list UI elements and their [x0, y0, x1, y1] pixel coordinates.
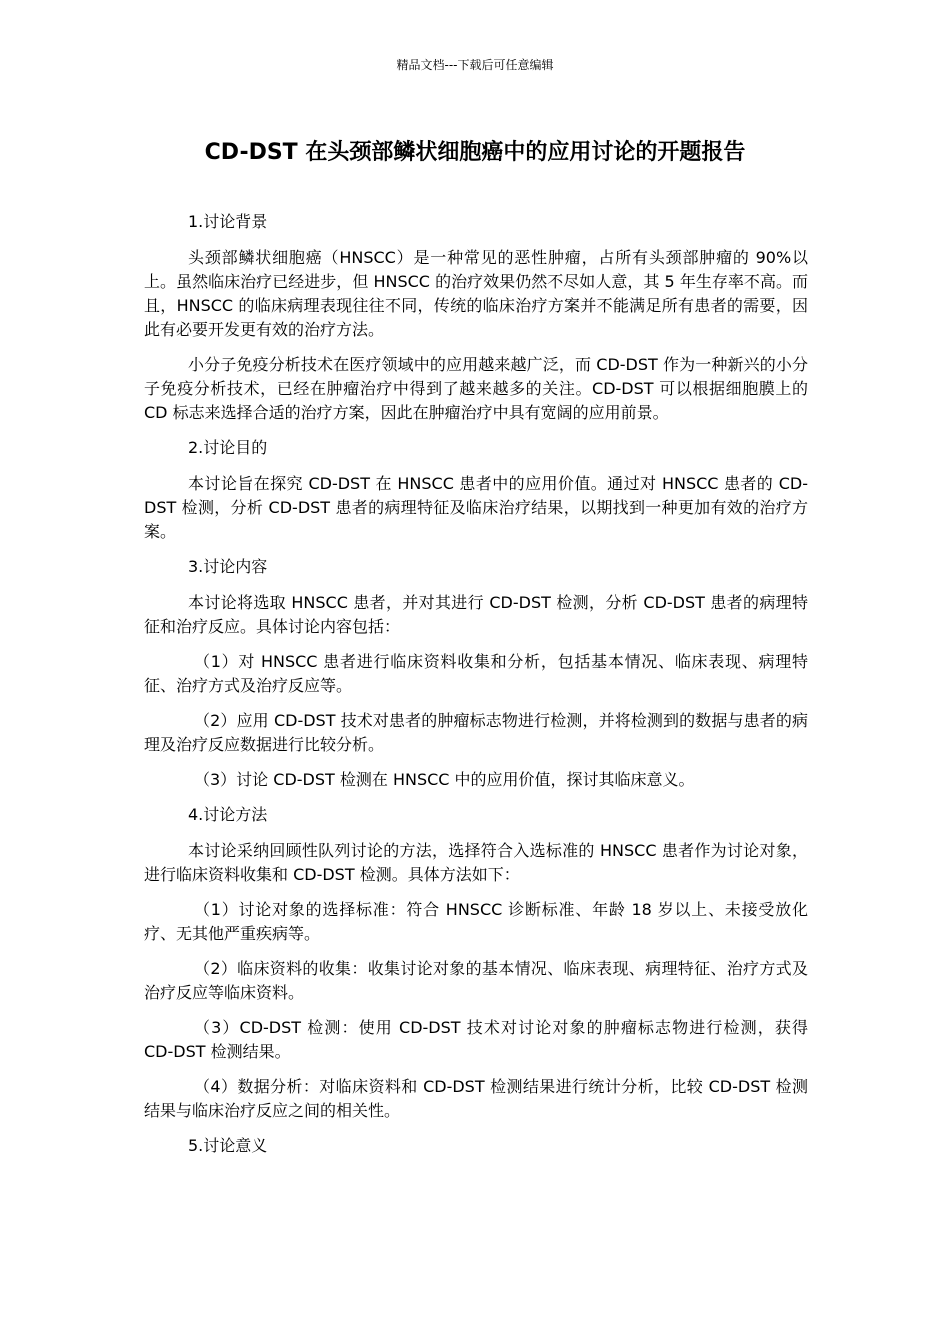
body-paragraph: 头颈部鳞状细胞癌（HNSCC）是一种常见的恶性肿瘤，占所有头颈部肿瘤的 90%以上。虽然临床治疗已经进步，但 HNSCC 的治疗效果仍然不尽如人意，其 5 年生存率不高。而且，HNSCC 的临床病理表现往往不同，传统的临床治疗方案并不能满足所有患者的需要，因此有必要开发更有效的治疗方法。 [144, 248, 808, 339]
document-title: CD-DST 在头颈部鳞状细胞癌中的应用讨论的开题报告 [204, 140, 746, 165]
list-item: （1）对 HNSCC 患者进行临床资料收集和分析，包括基本情况、临床表现、病理特征、治疗方式及治疗反应等。 [144, 652, 808, 695]
header-note: 精品文档---下载后可任意编辑 [396, 58, 554, 72]
section-heading: 5.讨论意义 [188, 1136, 268, 1155]
body-paragraph: 本讨论采纳回顾性队列讨论的方法，选择符合入选标准的 HNSCC 患者作为讨论对象，进行临床资料收集和 CD-DST 检测。具体方法如下： [144, 841, 808, 884]
list-item: （1）讨论对象的选择标准：符合 HNSCC 诊断标准、年龄 18 岁以上、未接受放化疗、无其他严重疾病等。 [144, 900, 808, 943]
list-item: （3）讨论 CD-DST 检测在 HNSCC 中的应用价值，探讨其临床意义。 [194, 770, 695, 789]
section-heading: 1.讨论背景 [188, 212, 268, 231]
body-paragraph: 小分子免疫分析技术在医疗领域中的应用越来越广泛，而 CD-DST 作为一种新兴的小分子免疫分析技术，已经在肿瘤治疗中得到了越来越多的关注。CD-DST 可以根据细胞膜上的 CD 标志来选择合适的治疗方案，因此在肿瘤治疗中具有宽阔的应用前景。 [144, 355, 808, 422]
list-item: （2）应用 CD-DST 技术对患者的肿瘤标志物进行检测，并将检测到的数据与患者的病理及治疗反应数据进行比较分析。 [144, 711, 808, 754]
section-heading: 3.讨论内容 [188, 557, 268, 576]
body-paragraph: 本讨论旨在探究 CD-DST 在 HNSCC 患者中的应用价值。通过对 HNSCC 患者的 CD-DST 检测，分析 CD-DST 患者的病理特征及临床治疗结果，以期找到一种更加有效的治疗方案。 [144, 474, 808, 541]
list-item: （2）临床资料的收集：收集讨论对象的基本情况、临床表现、病理特征、治疗方式及治疗反应等临床资料。 [144, 959, 808, 1002]
section-heading: 4.讨论方法 [188, 805, 268, 824]
list-item: （4）数据分析：对临床资料和 CD-DST 检测结果进行统计分析，比较 CD-DST 检测结果与临床治疗反应之间的相关性。 [144, 1077, 808, 1120]
section-heading: 2.讨论目的 [188, 438, 268, 457]
document-body [144, 210, 808, 1170]
body-paragraph: 本讨论将选取 HNSCC 患者，并对其进行 CD-DST 检测，分析 CD-DST 患者的病理特征和治疗反应。具体讨论内容包括： [144, 593, 808, 636]
list-item: （3）CD-DST 检测：使用 CD-DST 技术对讨论对象的肿瘤标志物进行检测，获得 CD-DST 检测结果。 [144, 1018, 808, 1061]
